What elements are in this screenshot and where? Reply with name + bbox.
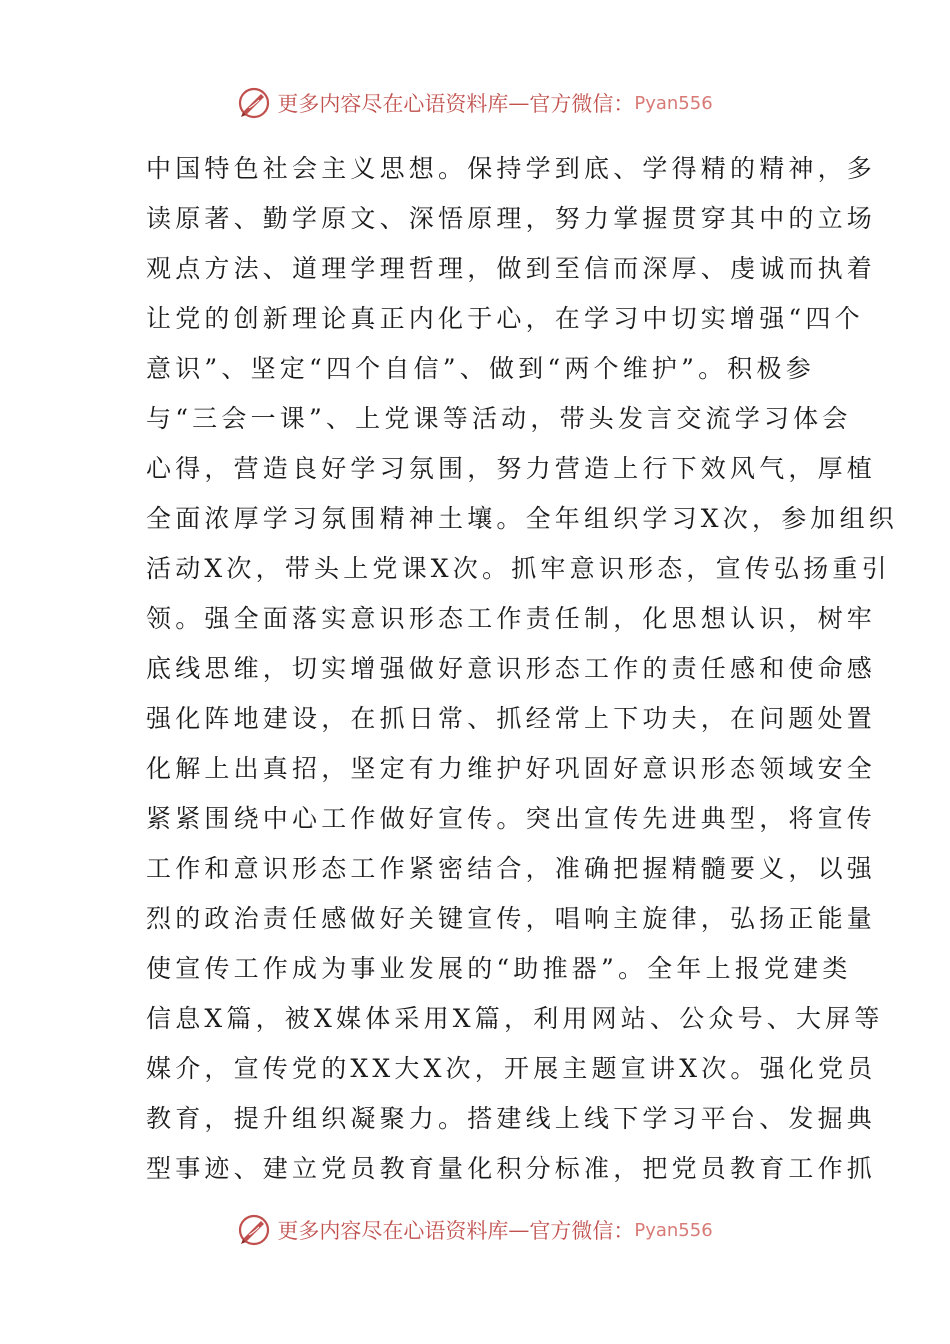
watermark-main-text: 更多内容尽在心语资料库 [277,1219,509,1243]
header-watermark [0,83,950,123]
body-line: 领。强全面落实意识形态工作责任制，化思想认识，树牢 [146,604,877,633]
body-line: 化解上出真招，坚定有力维护好巩固好意识形态领域安全 [146,754,877,783]
body-line: 全面浓厚学习氛围精神土壤。全年组织学习X次，参加组织 [146,504,899,533]
body-line: 与“三会一课”、上党课等活动，带头发言交流学习体会 [146,404,852,433]
body-line: 心得，营造良好学习氛围，努力营造上行下效风气，厚植 [146,454,877,483]
body-line: 让党的创新理论真正内化于心，在学习中切实增强“四个 [146,304,864,333]
body-line: 意识”、坚定“四个自信”、做到“两个维护”。积极参 [146,354,815,383]
pen-logo-icon [237,1213,271,1247]
watermark-official-label: 官方微信： [529,92,635,116]
body-line: 紧紧围绕中心工作做好宣传。突出宣传先进典型，将宣传 [146,804,877,833]
body-line: 读原著、勤学原文、深悟原理，努力掌握贯穿其中的立场 [146,204,877,233]
body-line: 观点方法、道理学理哲理，做到至信而深厚、虔诚而执着 [146,254,877,283]
body-line: 底线思维，切实增强做好意识形态工作的责任感和使命感 [146,654,877,683]
watermark-official-label: 官方微信： [529,1219,635,1243]
body-line: 使宣传工作成为事业发展的“助推器”。全年上报党建类 [146,954,852,983]
body-line: 活动X次，带头上党课X次。抓牢意识形态，宣传弘扬重引 [146,554,891,583]
body-line: 型事迹、建立党员教育量化积分标准，把党员教育工作抓 [146,1154,877,1183]
watermark-dash: — [508,1218,530,1242]
document-body [146,144,899,1194]
body-line: 媒介，宣传党的XX大X次，开展主题宣讲X次。强化党员 [146,1054,877,1083]
watermark-wechat-id: Pyan556 [634,92,713,114]
body-line: 信息X篇，被X媒体采用X篇，利用网站、公众号、大屏等 [146,1004,884,1033]
body-line: 工作和意识形态工作紧密结合，准确把握精髓要义，以强 [146,854,877,883]
footer-watermark [0,1210,950,1250]
body-line: 教育，提升组织凝聚力。搭建线上线下学习平台、发掘典 [146,1104,877,1133]
body-line: 强化阵地建设，在抓日常、抓经常上下功夫，在问题处置 [146,704,877,733]
pen-logo-icon [237,86,271,120]
body-line: 烈的政治责任感做好关键宣传，唱响主旋律，弘扬正能量 [146,904,877,933]
body-line: 中国特色社会主义思想。保持学到底、学得精的精神，多 [146,154,877,183]
watermark-wechat-id: Pyan556 [634,1219,713,1241]
watermark-main-text: 更多内容尽在心语资料库 [277,92,509,116]
watermark-dash: — [508,91,530,115]
